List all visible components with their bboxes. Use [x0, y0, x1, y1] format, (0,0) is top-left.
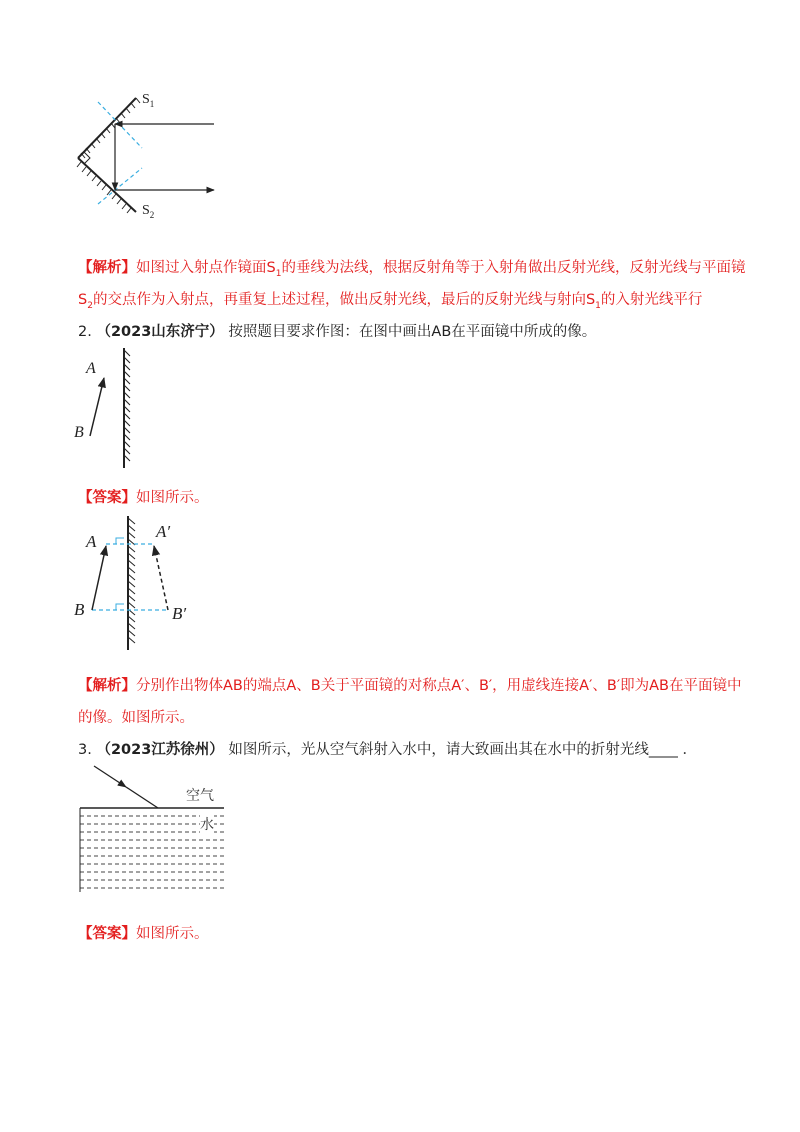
label-s1: $S_1$	[142, 92, 155, 109]
question-3: 3. （2023江苏徐州） 如图所示，光从空气斜射入水中，请大致画出其在水中的折射光线____ ．	[78, 742, 698, 758]
normal-1	[98, 102, 142, 148]
answer-2: 【答案】如图所示。	[78, 490, 209, 506]
label-a-answer: A	[86, 532, 97, 551]
image-ab-answer	[154, 546, 168, 610]
label-b-answer: B	[74, 600, 85, 619]
label-s2: $S_2$	[142, 203, 155, 220]
label-air: 空气	[186, 788, 214, 804]
analysis-2-line-2: 的像。如图所示。	[78, 710, 194, 726]
label-a-prime-answer: A′	[156, 522, 171, 541]
answer-3: 【答案】如图所示。	[78, 926, 209, 942]
figure-answer-2	[0, 510, 800, 660]
incident-ray-q3	[94, 766, 126, 787]
object-ab	[90, 378, 104, 436]
mirror-s2	[78, 158, 136, 212]
analysis-1-line-2: $S_2$的交点作为入射点，再重复上述过程，做出反射光线，最后的反射光线与射向$S_1$的入射光线平行	[78, 292, 703, 311]
label-a-q2: A	[86, 360, 96, 377]
figure-q2	[0, 340, 800, 480]
label-water: 水	[200, 814, 214, 834]
object-ab-answer	[92, 546, 106, 610]
analysis-1-line-1: 【解析】如图过入射点作镜面$S_1$的垂线为法线，根据反射角等于入射角做出反射光线，反射光线与平面镜	[78, 260, 746, 279]
figure-q3	[0, 760, 800, 900]
question-2: 2. （2023山东济宁） 按照题目要求作图：在图中画出AB在平面镜中所成的像。	[78, 324, 597, 340]
figure-two-mirrors	[0, 0, 800, 240]
label-b-q2: B	[74, 424, 84, 441]
analysis-2-line-1: 【解析】分别作出物体AB的端点A、B关于平面镜的对称点A′、B′，用虚线连接A′、B′即为AB在平面镜中	[78, 678, 742, 694]
label-b-prime-answer: B′	[172, 604, 187, 623]
